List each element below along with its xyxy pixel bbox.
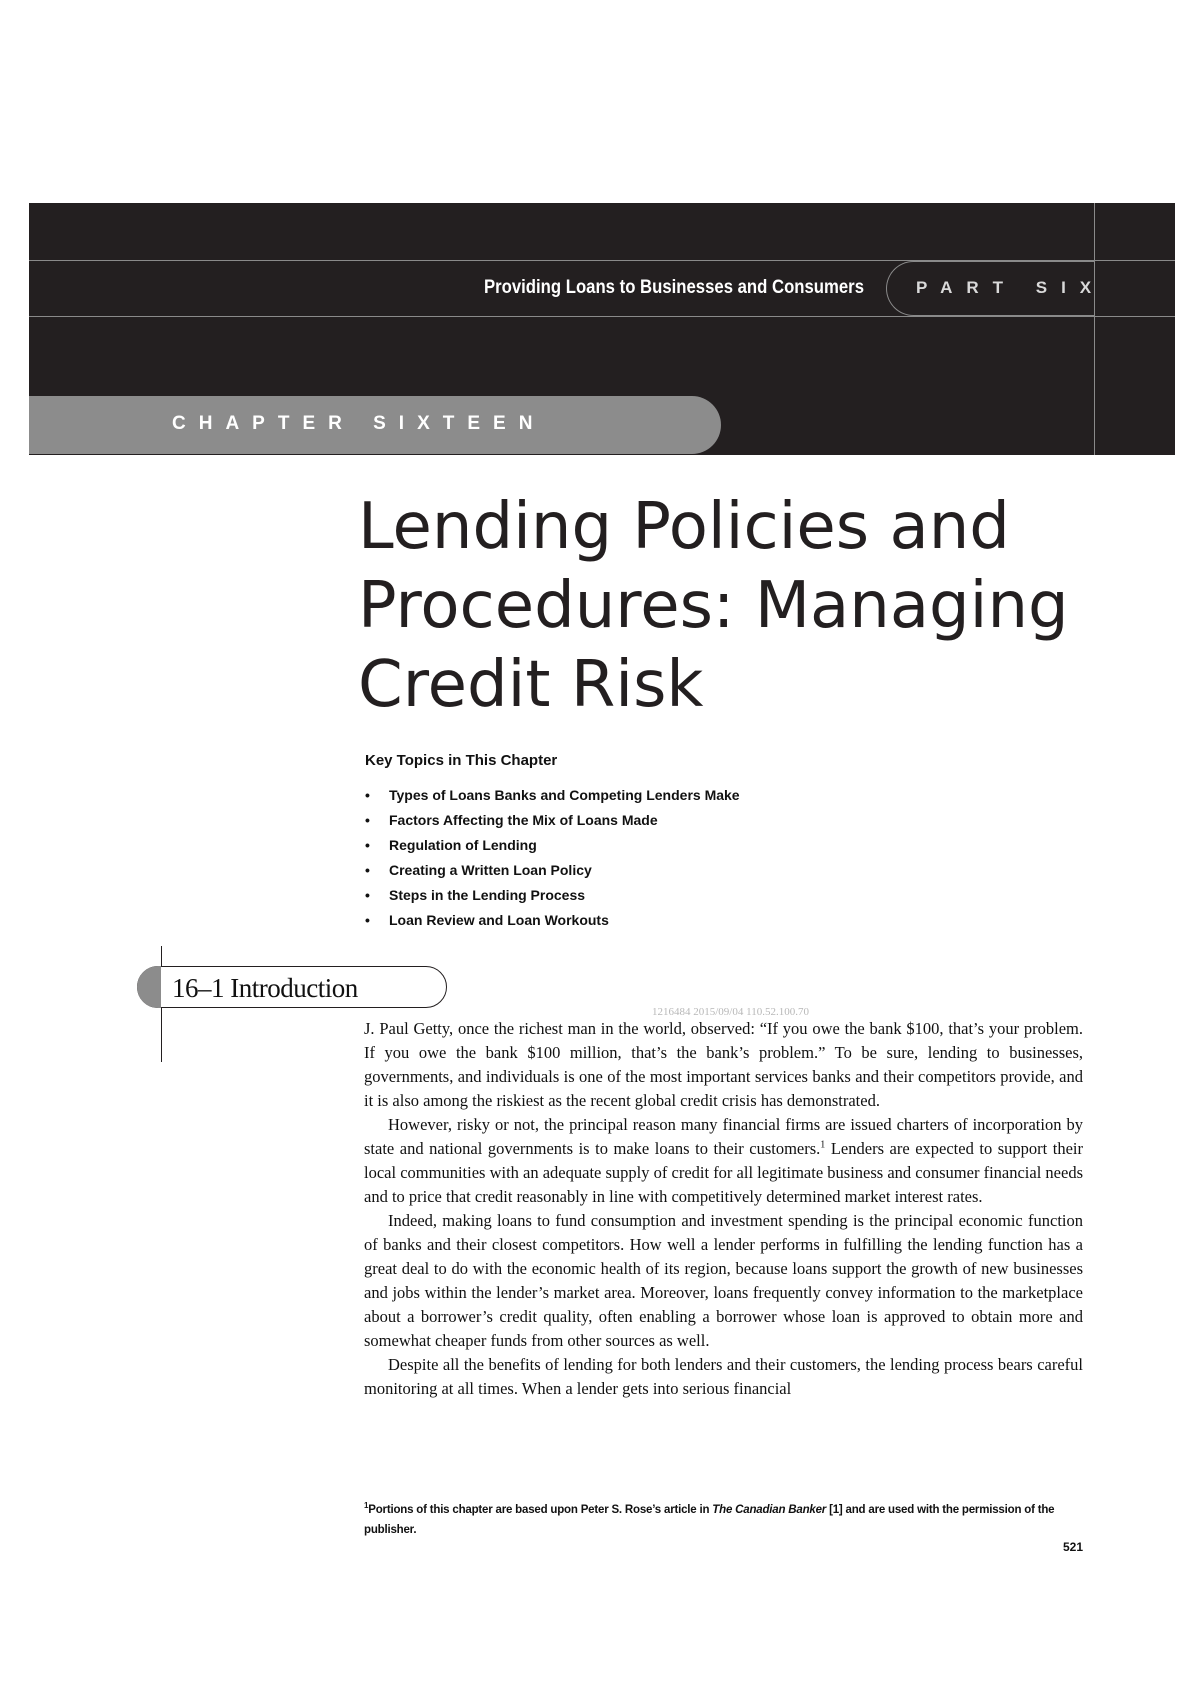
paragraph: Despite all the benefits of lending for both lenders and their customers, the lending process bears careful monitoring at all times. When a lender gets into serious financial [364,1355,1083,1398]
chapter-label: CHAPTER SIXTEEN [172,413,546,434]
watermark: 1216484 2015/09/04 110.52.100.70 [652,1006,809,1018]
footnote-ref: 1 [820,1139,826,1151]
chapter-title: Lending Policies and Procedures: Managing Credit Risk [358,490,1069,722]
bullet-icon: • [365,912,370,928]
key-topics-list [365,783,740,933]
part-title: Providing Loans to Businesses and Consumers [483,277,864,298]
paragraph: J. Paul Getty, once the richest man in the world, observed: “If you owe the bank $100, that’s your problem. If you owe the bank $100 million, that’s the bank’s problem.” To be sure, lending to businesses, governments, and individuals is one of the most important services banks and their competitors provide, and it is also among the riskiest as the recent global credit crisis has demonstrated. [364,1019,1083,1110]
key-topic-item: • Steps in the Lending Process [365,883,740,908]
key-topic-item: • Types of Loans Banks and Competing Lenders Make [365,783,740,808]
section-heading: 16–1 Introduction [172,973,358,1003]
paragraph: However, risky or not, the principal reason many financial firms are issued charters of incorporation by state and national governments is to make loans to their customers.$^1$ Lenders are expected to support their local communities with an adequate supply of credit for all legitimate business and consumer financial needs and to price that credit reasonably in line with competitively determined market interest rates. [364,1115,1084,1206]
banner-rule-middle [29,316,1175,317]
footnote-publication: The Canadian Banker [712,1504,827,1516]
part-label: PART SIX [916,278,1106,297]
bullet-icon: • [365,837,370,853]
key-topic-item: • Creating a Written Loan Policy [365,858,740,883]
key-topics-heading: Key Topics in This Chapter [365,752,558,769]
footnote: $^1$Portions of this chapter are based upon Peter S. Rose’s article in The Canadian Banker [1] and are used with the permission of the publisher. [364,1501,1055,1536]
body-text [364,1017,1083,1401]
paragraph: Indeed, making loans to fund consumption and investment spending is the principal economic function of banks and their closest competitors. How well a lender performs in fulfilling the lending function has a great deal to do with the economic health of its region, because loans support the growth of new businesses and jobs within the lender’s market area. Moreover, loans frequently convey information to the marketplace about a borrower’s credit quality, often enabling a borrower whose loan is approved to obtain more and somewhat cheaper funds from other sources as well. [364,1211,1083,1350]
page-number: 521 [1062,1540,1083,1554]
bullet-icon: • [365,787,370,803]
key-topic-item: • Regulation of Lending [365,833,740,858]
banner-rule-vertical [1094,203,1095,455]
footnote-marker: 1 [364,1501,369,1511]
bullet-icon: • [365,862,370,878]
key-topic-item: • Loan Review and Loan Workouts [365,908,740,933]
bullet-icon: • [365,887,370,903]
section-heading-tab-fill [137,966,161,1008]
key-topic-item: • Factors Affecting the Mix of Loans Made [365,808,740,833]
bullet-icon: • [365,812,370,828]
